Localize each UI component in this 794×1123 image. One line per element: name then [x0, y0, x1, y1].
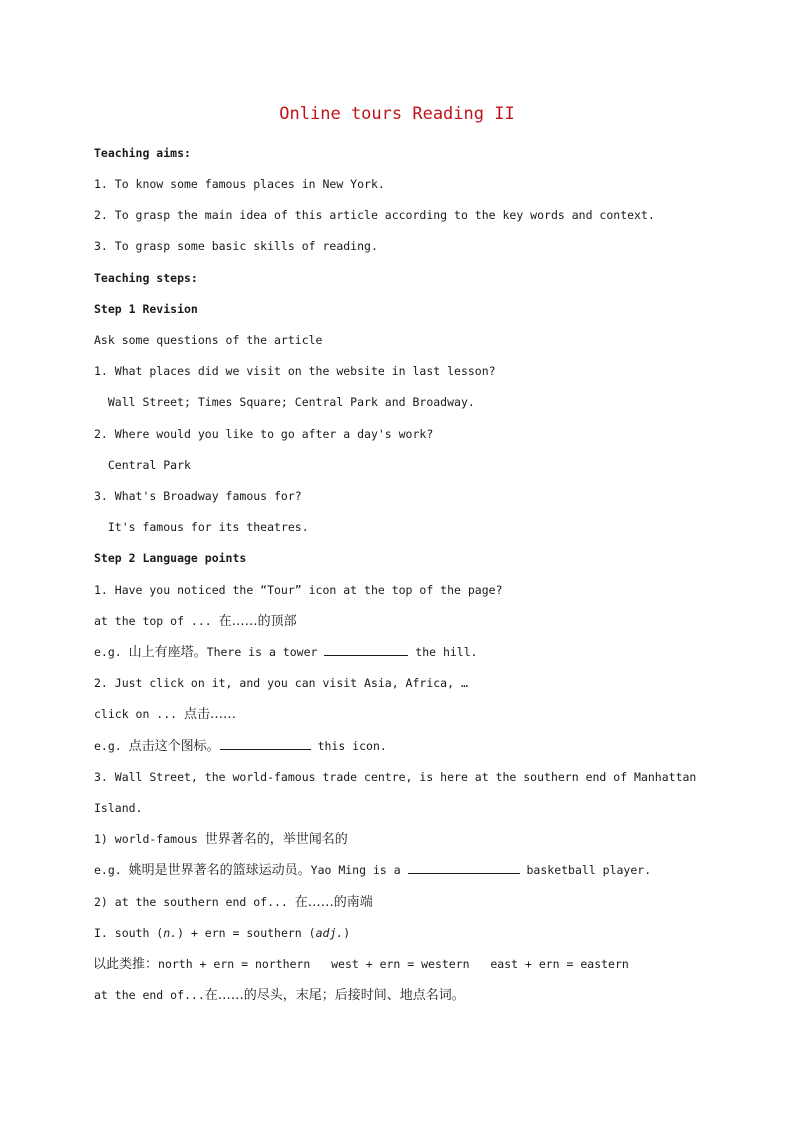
answer-3: It's famous for its theatres. — [94, 520, 309, 534]
point-3-sub1 — [94, 831, 348, 848]
point-3-line2: Island. — [94, 801, 143, 815]
aim-item: 1. To know some famous places in New York. — [94, 177, 385, 191]
roman-part-c: ) — [343, 926, 351, 940]
phrase-zh: 点击…… — [184, 707, 237, 722]
point-3-line1: 3. Wall Street, the world-famous trade centre, is here at the southern end of Manhattan — [94, 770, 697, 784]
eg-prefix: e.g. — [94, 863, 129, 877]
eg-en: There is a tower — [206, 645, 325, 659]
step2-heading: Step 2 Language points — [94, 551, 247, 565]
point-1: 1. Have you noticed the “Tour” icon at the top of the page? — [94, 583, 503, 597]
phrase-zh: 在……的顶部 — [218, 614, 297, 629]
phrase-zh: 在……的尽头，末尾；后接时间、地点名词。 — [204, 988, 465, 1003]
phrase-en: 2) at the southern end of... — [94, 895, 295, 909]
roman-part-b: ) + ern = southern ( — [177, 926, 316, 940]
answer-1: Wall Street; Times Square; Central Park and Broadway. — [94, 395, 475, 409]
teaching-steps-heading: Teaching steps: — [94, 271, 198, 285]
eg-prefix: e.g. — [94, 739, 129, 753]
fill-blank — [220, 738, 311, 750]
phrase-en: at the end of... — [94, 988, 205, 1002]
analogy-en: north + ern = northern west + ern = western east + ern = eastern — [158, 957, 629, 971]
point-2: 2. Just click on it, and you can visit Asia, Africa, … — [94, 676, 468, 690]
eg-prefix: e.g. — [94, 645, 129, 659]
point-1-phrase — [94, 613, 297, 630]
fill-blank — [324, 644, 408, 656]
point-3-sub1-example — [94, 862, 651, 879]
point-3-sub2 — [94, 894, 373, 911]
eg-end: this icon. — [310, 739, 387, 753]
phrase-en: at the top of ... — [94, 614, 219, 628]
end-phrase-line — [94, 987, 465, 1004]
point-2-example — [94, 738, 387, 755]
eg-zh: 点击这个图标。 — [128, 739, 220, 754]
phrase-zh: 世界著名的，举世闻名的 — [204, 832, 348, 847]
eg-en: Yao Ming is a — [310, 863, 408, 877]
question-3: 3. What's Broadway famous for? — [94, 489, 302, 503]
question-2: 2. Where would you like to go after a day's work? — [94, 427, 434, 441]
pos-noun: n. — [163, 926, 178, 940]
eg-end: the hill. — [408, 645, 478, 659]
phrase-en: 1) world-famous — [94, 832, 205, 846]
fill-blank — [408, 862, 520, 874]
question-1: 1. What places did we visit on the website in last lesson? — [94, 364, 496, 378]
eg-zh: 姚明是世界著名的篮球运动员。 — [128, 863, 311, 878]
aim-item: 3. To grasp some basic skills of reading. — [94, 239, 378, 253]
point-2-phrase — [94, 706, 236, 723]
step1-heading: Step 1 Revision — [94, 302, 198, 316]
roman-note — [94, 925, 350, 941]
analogy-line — [93, 956, 629, 973]
phrase-zh: 在……的南端 — [294, 895, 373, 910]
point-1-example — [94, 644, 478, 661]
eg-zh: 山上有座塔。 — [128, 645, 207, 660]
answer-2: Central Park — [94, 458, 191, 472]
analogy-zh: 以此类推： — [93, 957, 159, 972]
eg-end: basketball player. — [519, 863, 652, 877]
teaching-aims-heading: Teaching aims: — [94, 146, 191, 160]
aim-item: 2. To grasp the main idea of this article according to the key words and context. — [94, 208, 655, 222]
step1-intro: Ask some questions of the article — [94, 333, 323, 347]
pos-adj: adj. — [315, 926, 344, 940]
phrase-en: click on ... — [94, 707, 185, 721]
document-title: Online tours Reading II — [279, 104, 515, 124]
roman-part-a: I. south ( — [94, 926, 164, 940]
